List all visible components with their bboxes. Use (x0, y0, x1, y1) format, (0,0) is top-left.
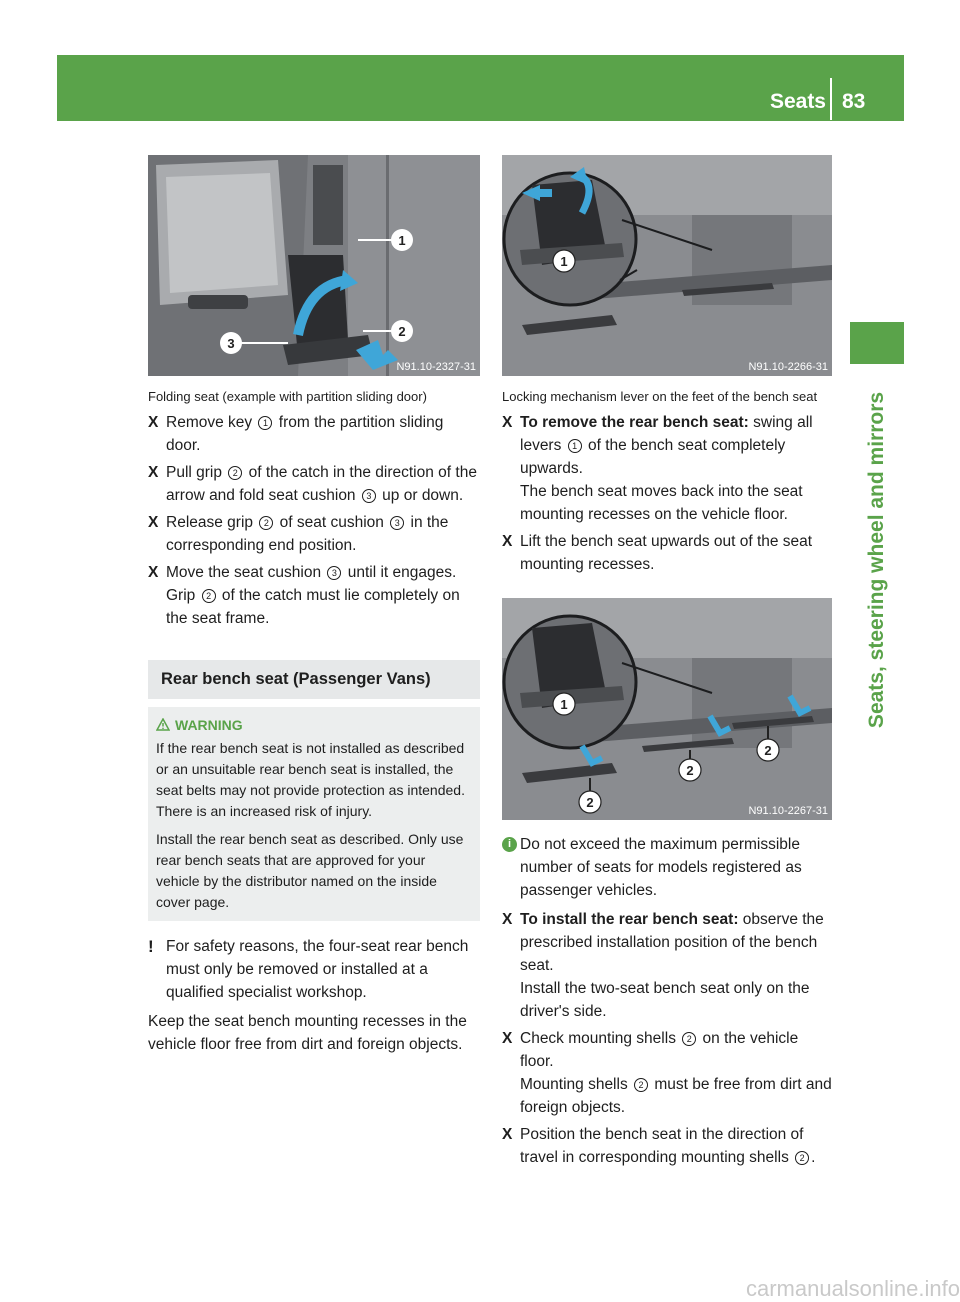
step-text: until it engages. Grip (166, 564, 457, 604)
page-number: 83 (842, 90, 866, 113)
callout-1: 1 (398, 233, 406, 248)
step-marker: X (502, 911, 513, 928)
instruction-step (502, 1027, 834, 1119)
callout-2: 2 (398, 324, 406, 339)
figure-mounting-shells (502, 598, 832, 820)
exclamation-icon: ! (148, 937, 154, 956)
step-text: . (811, 1149, 816, 1166)
warning-box (148, 707, 480, 921)
step-marker: X (502, 533, 513, 550)
instruction-step (148, 411, 480, 457)
instruction-step (148, 561, 480, 630)
figure-folding-seat (148, 155, 480, 376)
callout-2a: 2 (586, 795, 594, 810)
callout-2c: 2 (764, 743, 772, 758)
step-text: Check mounting shells (520, 1030, 681, 1047)
callout-ref: 2 (259, 516, 273, 530)
step-marker: X (148, 464, 159, 481)
step-text: Lift the bench seat upwards out of the seat mounting recesses. (520, 533, 813, 573)
callout-1: 1 (560, 254, 568, 269)
callout-3: 3 (227, 336, 235, 351)
step-heading: To install the rear bench seat: (520, 911, 739, 928)
callout-ref: 2 (795, 1151, 809, 1165)
figure-code: N91.10-2267-31 (748, 805, 828, 817)
mounting-shells-illustration (502, 598, 832, 820)
figure-code: N91.10-2266-31 (748, 361, 828, 373)
step-marker: X (502, 1126, 513, 1143)
right-column-lower (502, 833, 834, 1173)
step-text: Move the seat cushion (166, 564, 326, 581)
callout-ref: 3 (362, 489, 376, 503)
header-divider (830, 78, 832, 120)
body-paragraph: Keep the seat bench mounting recesses in the vehicle floor free from dirt and foreign objects. (148, 1013, 467, 1053)
warning-triangle-icon (156, 718, 170, 731)
step-text: of the catch in the direction of the arrow and fold seat cushion (166, 464, 477, 504)
step-text: of the catch must lie completely on the seat frame. (166, 587, 460, 627)
figure-caption: Locking mechanism lever on the feet of the bench seat (502, 389, 818, 404)
locking-lever-illustration (502, 155, 832, 376)
callout-ref: 2 (682, 1032, 696, 1046)
step-result: must be free from dirt and foreign objects. (520, 1076, 832, 1116)
step-marker: X (148, 414, 159, 431)
callout-ref: 3 (327, 566, 341, 580)
chapter-tab (850, 322, 904, 364)
figure-caption: Folding seat (example with partition sliding door) (148, 389, 427, 404)
step-text: of the bench seat completely upwards. (520, 437, 786, 477)
callout-ref: 1 (258, 416, 272, 430)
info-note (502, 833, 834, 902)
step-text: observe the prescribed installation position of the bench seat. (520, 911, 824, 974)
instruction-step (148, 511, 480, 557)
step-marker: X (502, 1030, 513, 1047)
folding-seat-illustration (148, 155, 480, 376)
section-heading: Rear bench seat (Passenger Vans) (148, 660, 480, 699)
step-text: up or down. (377, 487, 464, 504)
chapter-label: Seats, steering wheel and mirrors (865, 391, 888, 729)
step-marker: X (502, 414, 513, 431)
watermark: carmanualsonline.info (745, 1276, 960, 1301)
callout-1: 1 (560, 697, 568, 712)
instruction-step (502, 1123, 834, 1169)
right-column (502, 389, 834, 580)
step-text: Remove key (166, 414, 257, 431)
step-text: Pull grip (166, 464, 227, 481)
step-text: of seat cushion (275, 514, 389, 531)
left-column (148, 389, 480, 1056)
warning-text: Install the rear bench seat as described. Only use rear bench seats that are approved for your vehicle by the distributor named on the inside cover page. (156, 831, 464, 910)
step-text: swing all levers (520, 414, 813, 454)
info-icon: i (502, 837, 517, 852)
callout-ref: 1 (568, 439, 582, 453)
step-heading: To remove the rear bench seat: (520, 414, 749, 431)
callout-ref: 2 (228, 466, 242, 480)
callout-ref: 2 (202, 589, 216, 603)
instruction-step (502, 530, 834, 576)
warning-title (156, 715, 472, 736)
figure-locking-lever (502, 155, 832, 376)
figure-code: N91.10-2327-31 (396, 361, 476, 373)
warning-label: WARNING (175, 717, 243, 733)
step-text: Release grip (166, 514, 258, 531)
callout-ref: 3 (390, 516, 404, 530)
step-text: in the corresponding end position. (166, 514, 449, 554)
instruction-step (502, 908, 834, 1023)
note-text: For safety reasons, the four-seat rear bench must only be removed or installed at a qualified specialist workshop. (166, 938, 469, 1001)
step-text: from the partition sliding door. (166, 414, 444, 454)
section-title: Seats (769, 90, 826, 113)
instruction-step (502, 411, 834, 526)
note-text: Do not exceed the maximum permissible number of seats for models registered as passenger vehicles. (520, 836, 802, 899)
step-marker: X (148, 564, 159, 581)
warning-text: If the rear bench seat is not installed as described or an unsuitable rear bench seat is installed, the seat belts may not provide protection as intended. There is an increased risk of injury. (156, 740, 465, 819)
instruction-step (148, 461, 480, 507)
step-result: Mounting shells (520, 1076, 633, 1093)
step-result: The bench seat moves back into the seat mounting recesses on the vehicle floor. (520, 483, 803, 523)
step-text: Position the bench seat in the direction of travel in corresponding mounting shells (520, 1126, 804, 1166)
step-text: on the vehicle floor. (520, 1030, 799, 1070)
callout-2b: 2 (686, 763, 694, 778)
step-marker: X (148, 514, 159, 531)
step-result: Install the two-seat bench seat only on the driver's side. (520, 980, 810, 1020)
callout-ref: 2 (634, 1078, 648, 1092)
caution-note (148, 935, 480, 1004)
